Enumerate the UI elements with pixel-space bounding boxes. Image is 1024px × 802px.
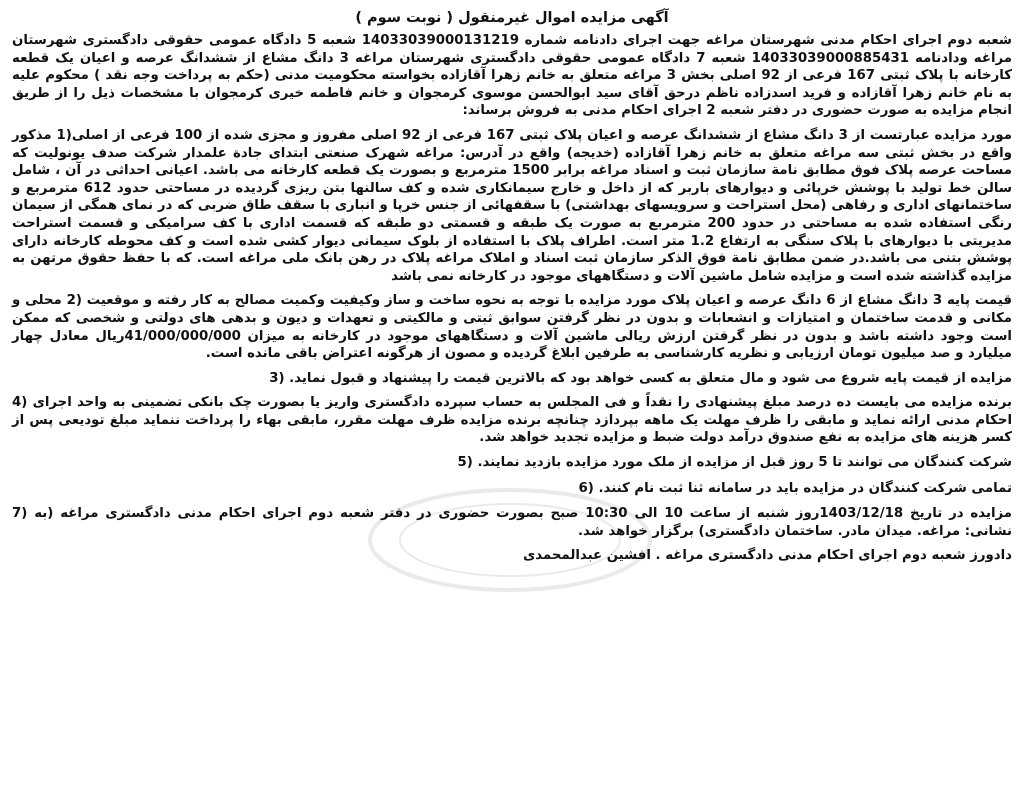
notice-signature: دادورز شعبه دوم اجرای احکام مدنی دادگستری مراغه . افشین عبدالمحمدی (523, 548, 1012, 564)
notice-item-7: مزایده در تاریخ 1403/12/18روز شنبه از ساعت 10 الی 10:30 صبح بصورت حضوری در دفتر شعبه دوم اجرای احکام مدنی دادگستری مراغه (به (7 نشانی: مراغه. میدان مادر. ساختمان دادگستری) برگزار خواهد شد. (12, 506, 1013, 539)
notice-intro: شعبه دوم اجرای احکام مدنی شهرستان مراغه جهت اجرای دادنامه شماره 14033039000131219 شعبه 5 دادگاه عمومی حقوقی دادگستری شهرستان مراغه ودادنامه 14033039000885431 شعبه 7 دادگاه عمومی حقوقی دادگستری شهرستان مراغه 3 دانگ مشاع از ششدانگ عرصه و اعیان یک قطعه کارخانه با پلاک ثبتی 167 فرعی از 92 اصلی بخش 3 مراغه متعلق به خانم زهرا آقازاده بخواسته محکومیت مدنی (حکم به پرداخت وجه نقد ) محکوم علیه به نام خانم زهرا آقازاده و فرید اسدزاده ناظم درحق آقای سید ابوالحسن موسوی کرمجوان و خانم فاطمه خیری کرمجوان با مشخصات ذیل را از طریق انجام مزایده به صورت حضوری در دفتر شعبه 2 اجرای احکام مدنی به فروش برساند: (12, 33, 1013, 119)
notice-item-1: مورد مزایده عبارتست از 3 دانگ مشاع از ششدانگ عرصه و اعیان پلاک ثبتی 167 فرعی از 92 اصلی مفروز و مجزی شده از 100 فرعی از اصلی(1 مذکور واقع در بخش ثبتی سه مراغه متعلق به خانم زهرا آقازاده (خدیجه) واقع در آدرس: مراغه شهرک صنعتی ابتدای جادة علمدار شرکت صدف یونولیت که مساحت عرصه پلاک فوق مطابق نامة سازمان ثبت و اسناد مراغه برابر 1500 مترمربع و بصورت یک قطعه کارخانه می باشد. اعیانی احداثی در آن ، شامل سالن خط تولید با پوشش خرپائی و دیوارهای باربر که از داخل و خارج سیمانکاری شده و کف سالنها بتن ریزی گردیده در مساحتی حدود 612 مترمربع و ساختمانهای اداری و رفاهی (محل استراحت و سرویسهای بهداشتی) با سقفهائی از جنس خرپا و انباری با سقف طاق ضربی که در نمای همگی از سیمان رنگی استفاده شده به مساحتی در حدود 200 مترمربع به صورت یک طبقه و قسمتی دو طبقه که قسمت اداری با کف سرامیکی و قسمت استراحت مدیریتی با دیوارهای با پلاک سنگی به ارتفاع 1.2 متر است. اطراف پلاک با استفاده از بلوک سیمانی دیوار کشی شده است و کف محوطه کارخانه دارای پوشش بتنی می باشد.در ضمن مطابق نامة فوق الذکر سازمان ثبت اسناد و املاک مراغه پلاک در رهن بانک ملی مراغه است. که با حفظ حقوق مرتهن به مزایده گذاشته شده است و مزایده شامل ماشین آلات و دستگاههای موجود در کارخانه نمی باشد (12, 127, 1012, 284)
notice-item-4: برنده مزایده می بایست ده درصد مبلغ پیشنهادی را نقداً و فی المجلس به حساب سپرده دادگستری واریز یا بصورت چک بانکی تضمینی به واحد اجرای (4 احکام مدنی ارائه نماید و مابقی را ظرف مهلت یک ماهه بپردازد چنانچه برنده مزایده ظرف مهلت مقرر، مابقی بهاء را پرداخت ننماید مبلغ تودیعی پس از کسر هزینه های مزایده به نفع صندوق درآمد دولت ضبط و مزایده تجدید خواهد شد. (12, 395, 1012, 446)
notice-item-3: مزایده از قیمت پایه شروع می شود و مال متعلق به کسی خواهد بود که بالاترین قیمت را پیشنهاد و قبول نماید. (3 (269, 370, 1012, 386)
notice-item-5: شرکت کنندگان می توانند تا 5 روز قبل از مزایده از ملک مورد مزایده بازدید نمایند. (5 (457, 455, 1012, 471)
notice-item-6: تمامی شرکت کنندگان در مزایده باید در سامانه ثنا ثبت نام کنند. (6 (578, 480, 1012, 496)
notice-item-2: قیمت پایه 3 دانگ مشاع از 6 دانگ عرصه و اعیان پلاک مورد مزایده با توجه به نحوه ساخت و ساز وکیفیت وکمیت مصالح به کار رفته و موقعیت (2 محلی و مکانی و قدمت ساختمان و امتیازات و انشعابات و بدون در نظر گرفتن سوابق ثبتی و مالکیتی و تعهدات و دیون و بدهی های دولتی و شخصی که ممکن است وجود داشته باشد و بدون در نظر گرفتن ارزش ریالی ماشین آلات و دستگاههای موجود در کارخانه به میزان 41/000/000/000ریال معادل چهار میلیارد و صد میلیون تومان ارزیابی و نظریه کارشناسی به طرفین ابلاغ گردیده و مصون از هرگونه اعتراض باقی مانده است. (12, 293, 1012, 362)
notice-title: آگهی مزایده اموال غیرمنقول ( نوبت سوم ) (355, 10, 669, 26)
